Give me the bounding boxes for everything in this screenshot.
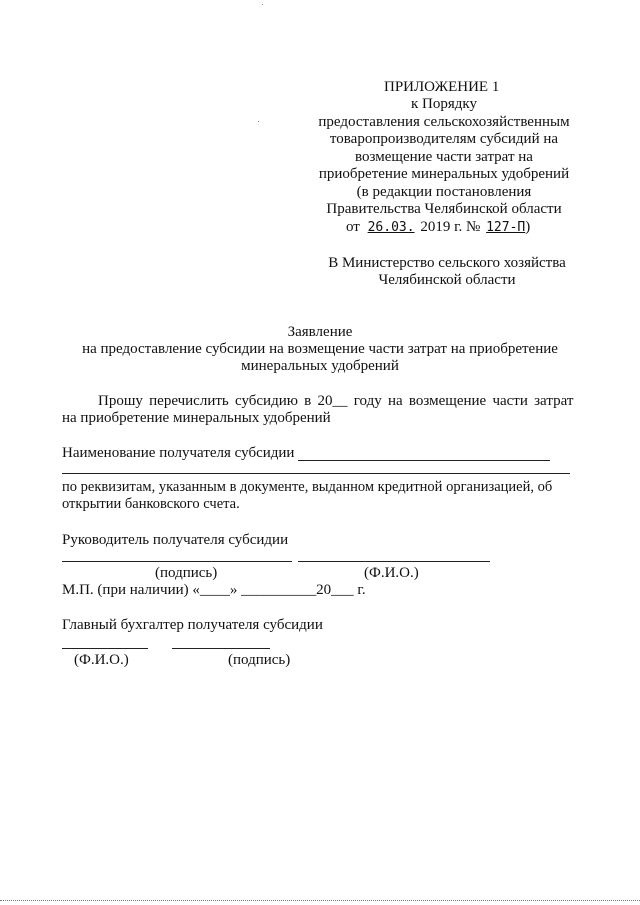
accountant-signature-field[interactable]: [172, 648, 270, 649]
date-prefix: от: [346, 219, 360, 235]
head-label: Руководитель получателя субсидии: [62, 532, 289, 548]
addressee-line: В Министерство сельского хозяйства: [328, 255, 566, 271]
appendix-line: товаропроизводителям субсидий на: [329, 131, 559, 147]
appendix-line: возмещение части затрат на: [355, 149, 533, 165]
close-paren: ): [525, 219, 531, 235]
head-fio-field[interactable]: [298, 561, 490, 562]
year-text: 2019 г. №: [420, 219, 481, 235]
appendix-line: (в редакции постановления: [356, 184, 532, 200]
scan-speck: [262, 4, 263, 5]
accountant-label: Главный бухгалтер получателя субсидии: [62, 617, 323, 633]
recipient-label: Наименование получателя субсидии: [62, 445, 295, 461]
scan-edge: [0, 900, 640, 901]
recipient-name-field-continued[interactable]: [62, 473, 570, 474]
signature-caption: (подпись): [155, 565, 218, 581]
fio-caption: (Ф.И.О.): [364, 565, 419, 581]
decree-number: 127-П: [486, 220, 526, 235]
head-signature-field[interactable]: [62, 561, 292, 562]
appendix-line: Правительства Челябинской области: [326, 201, 562, 217]
accountant-signature-caption: (подпись): [228, 652, 291, 668]
date-value: 26.03.: [367, 220, 415, 235]
document-subtitle: минеральных удобрений: [241, 358, 399, 374]
document-title: Заявление: [287, 324, 353, 340]
appendix-line: приобретение минеральных удобрений: [318, 166, 570, 182]
request-text: Прошу перечислить субсидию в 20__ году на возмещение части затрат: [98, 393, 574, 409]
document-subtitle: на предоставление субсидии на возмещение части затрат на приобретение: [82, 341, 558, 357]
appendix-date-line: [346, 219, 530, 236]
requisites-text: по реквизитам, указанным в документе, выданном кредитной организацией, об: [62, 479, 553, 495]
accountant-fio-caption: (Ф.И.О.): [74, 652, 129, 668]
requisites-text: открытии банковского счета.: [62, 496, 240, 512]
appendix-line: к Порядку: [411, 96, 477, 112]
request-text: на приобретение минеральных удобрений: [62, 410, 331, 426]
addressee-line: Челябинской области: [378, 272, 516, 288]
scan-speck: [258, 121, 259, 122]
accountant-fio-field[interactable]: [62, 648, 148, 649]
appendix-line: предоставления сельскохозяйственным: [318, 114, 570, 130]
stamp-date-line: М.П. (при наличии) «____» __________20___ г.: [62, 582, 366, 598]
appendix-title: ПРИЛОЖЕНИЕ 1: [384, 79, 500, 95]
recipient-name-field[interactable]: [298, 460, 550, 461]
